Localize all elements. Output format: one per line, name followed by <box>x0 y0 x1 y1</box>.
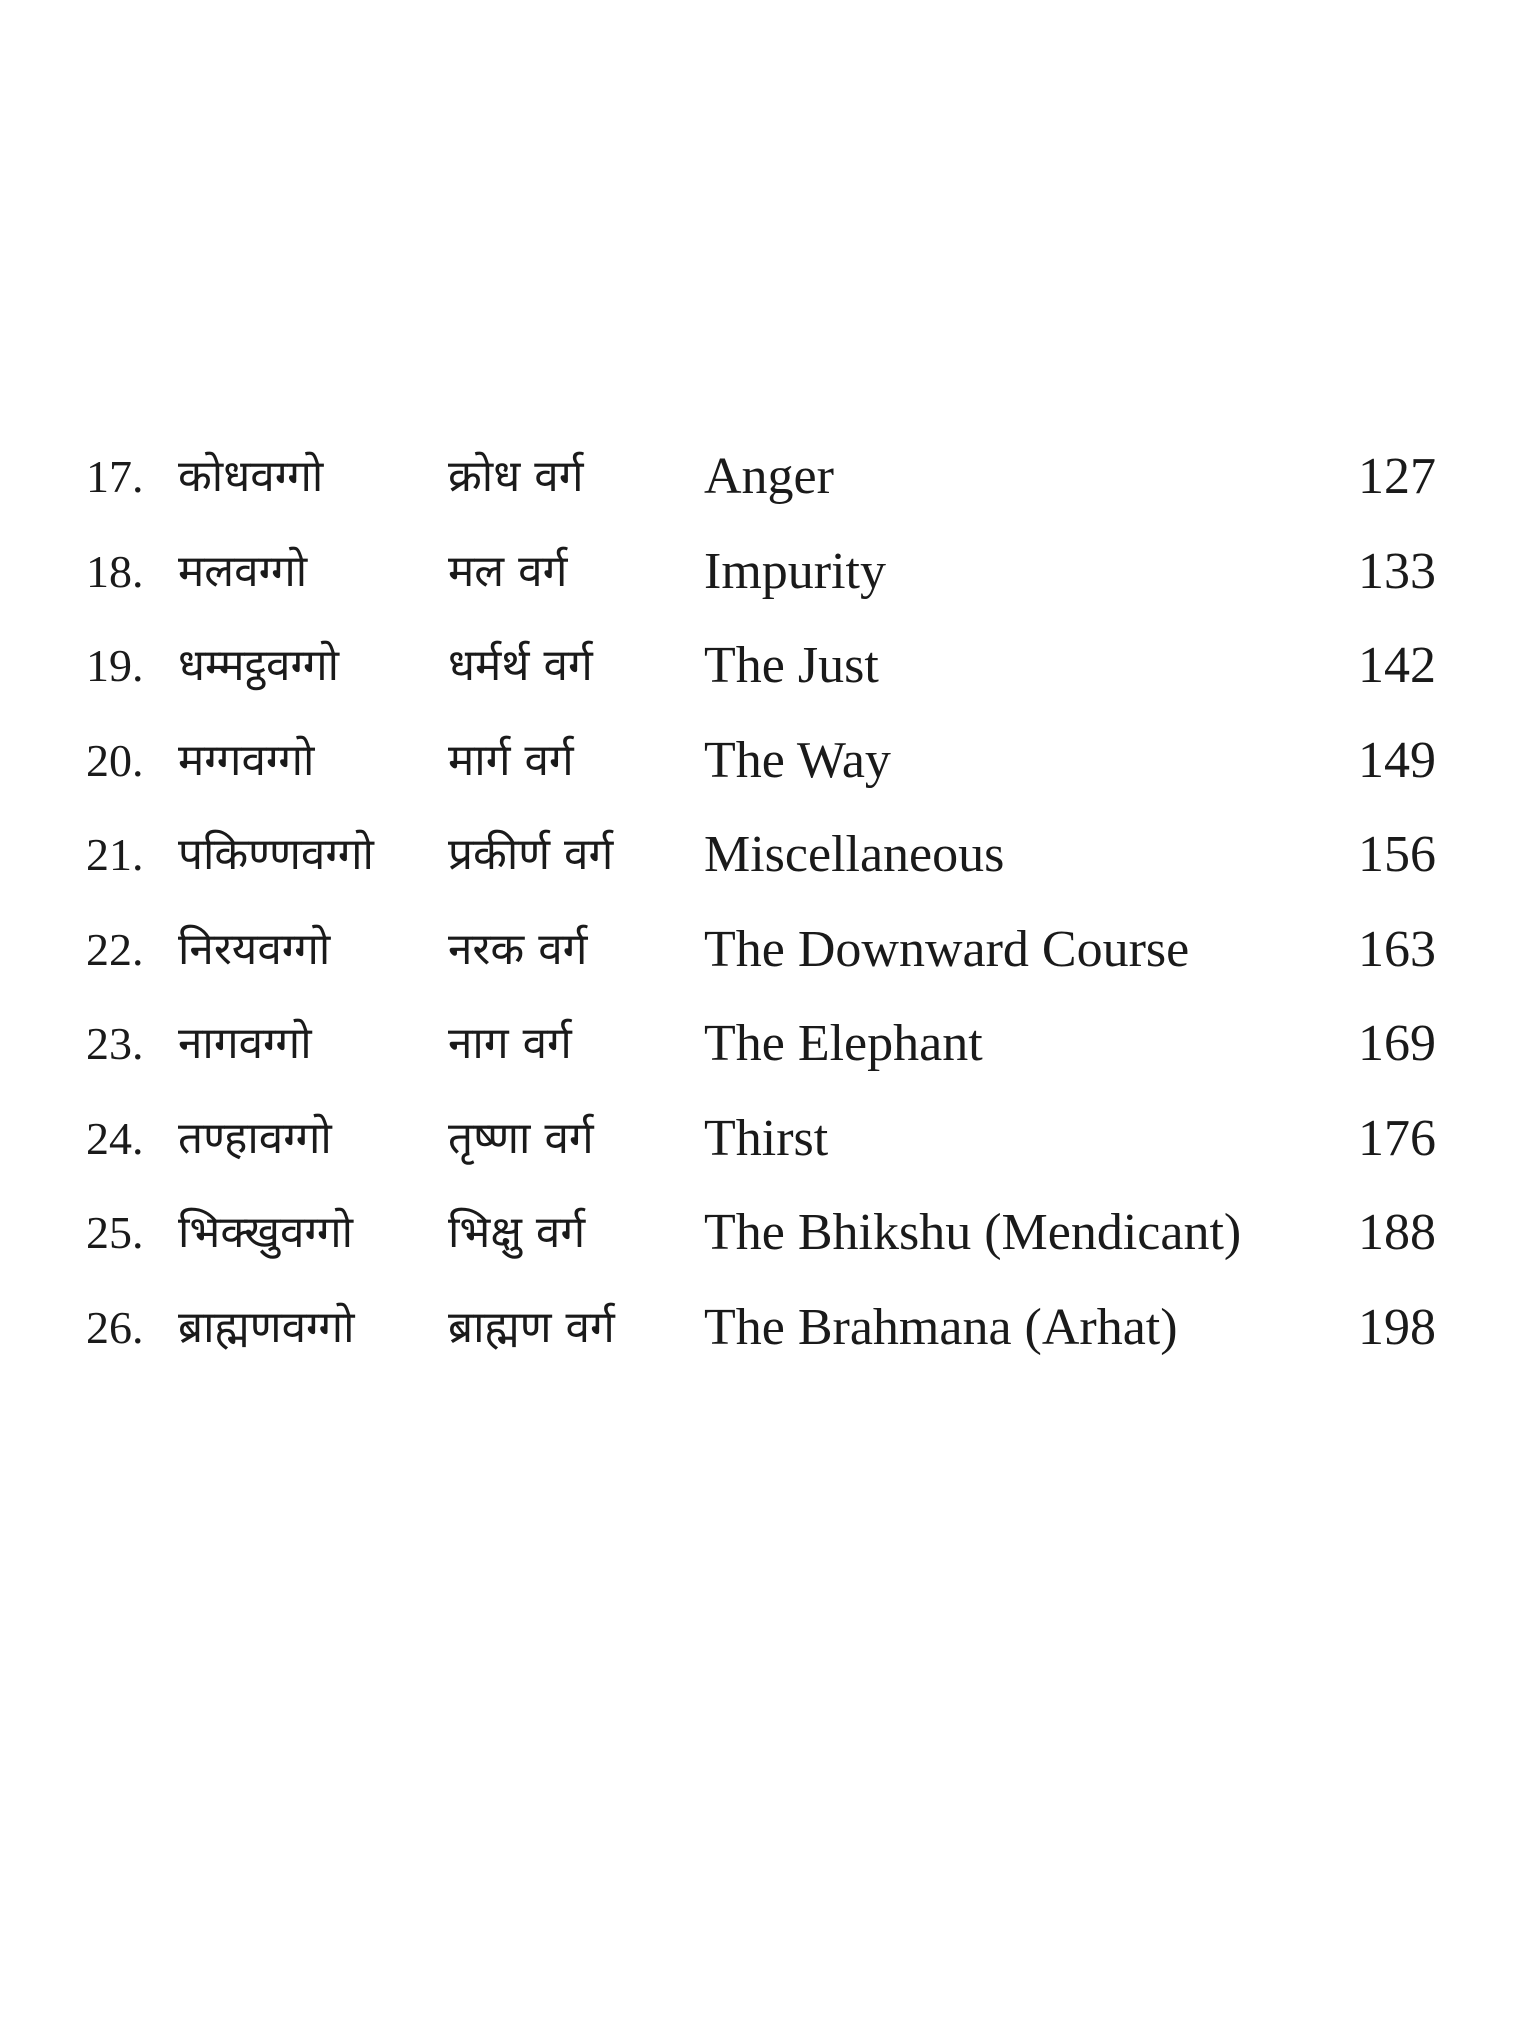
toc-entry <box>86 997 1436 1092</box>
pali-title: मलवग्गो <box>178 545 308 597</box>
pali-title: मग्गवग्गो <box>178 734 315 786</box>
pali-title: कोधवग्गो <box>178 451 324 502</box>
chapter-number: 20. <box>86 734 144 786</box>
toc-entry <box>86 1092 1436 1187</box>
english-title: Anger <box>704 448 834 505</box>
english-title: The Brahmana (Arhat) <box>704 1298 1178 1356</box>
english-title: Miscellaneous <box>704 826 1005 883</box>
english-title: The Elephant <box>704 1015 983 1072</box>
page-number: 133 <box>1358 542 1436 600</box>
hindi-title: भिक्षु वर्ग <box>448 1207 586 1258</box>
toc-entry <box>86 430 1436 525</box>
chapter-number: 23. <box>86 1018 144 1069</box>
english-title: The Just <box>704 637 879 694</box>
toc-entry <box>86 1186 1436 1281</box>
pali-title: भिक्खुवग्गो <box>178 1207 354 1258</box>
chapter-number: 17. <box>86 451 144 502</box>
hindi-title: मार्ग वर्ग <box>448 734 574 786</box>
page-number: 188 <box>1358 1204 1436 1261</box>
hindi-title: ब्राह्मण वर्ग <box>448 1301 615 1353</box>
english-title: The Downward Course <box>704 920 1190 978</box>
pali-title: पकिण्णवग्गो <box>178 829 374 880</box>
pali-title: ब्राह्मणवग्गो <box>178 1301 355 1353</box>
hindi-title: मल वर्ग <box>448 545 568 597</box>
english-title: Impurity <box>704 542 886 600</box>
page-number: 163 <box>1358 920 1436 978</box>
pali-title: निरयवग्गो <box>178 923 331 975</box>
page-number: 142 <box>1358 637 1436 694</box>
hindi-title: क्रोध वर्ग <box>448 451 584 502</box>
page-number: 176 <box>1358 1109 1436 1167</box>
chapter-number: 25. <box>86 1207 144 1258</box>
toc-entry <box>86 808 1436 903</box>
chapter-number: 24. <box>86 1112 144 1164</box>
chapter-number: 18. <box>86 545 144 597</box>
hindi-title: नाग वर्ग <box>448 1018 572 1069</box>
hindi-title: प्रकीर्ण वर्ग <box>448 829 614 880</box>
toc-entry <box>86 1281 1436 1376</box>
page-number: 156 <box>1358 826 1436 883</box>
pali-title: नागवग्गो <box>178 1018 312 1069</box>
chapter-number: 22. <box>86 923 144 975</box>
hindi-title: धर्मर्थ वर्ग <box>448 640 593 691</box>
english-title: The Way <box>704 731 891 789</box>
toc-entry <box>86 714 1436 809</box>
english-title: The Bhikshu (Mendicant) <box>704 1204 1242 1261</box>
page-number: 149 <box>1358 731 1436 789</box>
page-number: 169 <box>1358 1015 1436 1072</box>
english-title: Thirst <box>704 1109 829 1167</box>
hindi-title: नरक वर्ग <box>448 923 588 975</box>
toc-entry <box>86 903 1436 998</box>
toc-entry <box>86 619 1436 714</box>
chapter-number: 21. <box>86 829 144 880</box>
table-of-contents <box>86 430 1436 1375</box>
pali-title: धम्मट्ठवग्गो <box>178 640 340 691</box>
pali-title: तण्हावग्गो <box>178 1112 332 1164</box>
page-number: 127 <box>1358 448 1436 505</box>
hindi-title: तृष्णा वर्ग <box>448 1112 594 1164</box>
toc-entry <box>86 525 1436 620</box>
chapter-number: 26. <box>86 1301 144 1353</box>
page-number: 198 <box>1358 1298 1436 1356</box>
chapter-number: 19. <box>86 640 144 691</box>
